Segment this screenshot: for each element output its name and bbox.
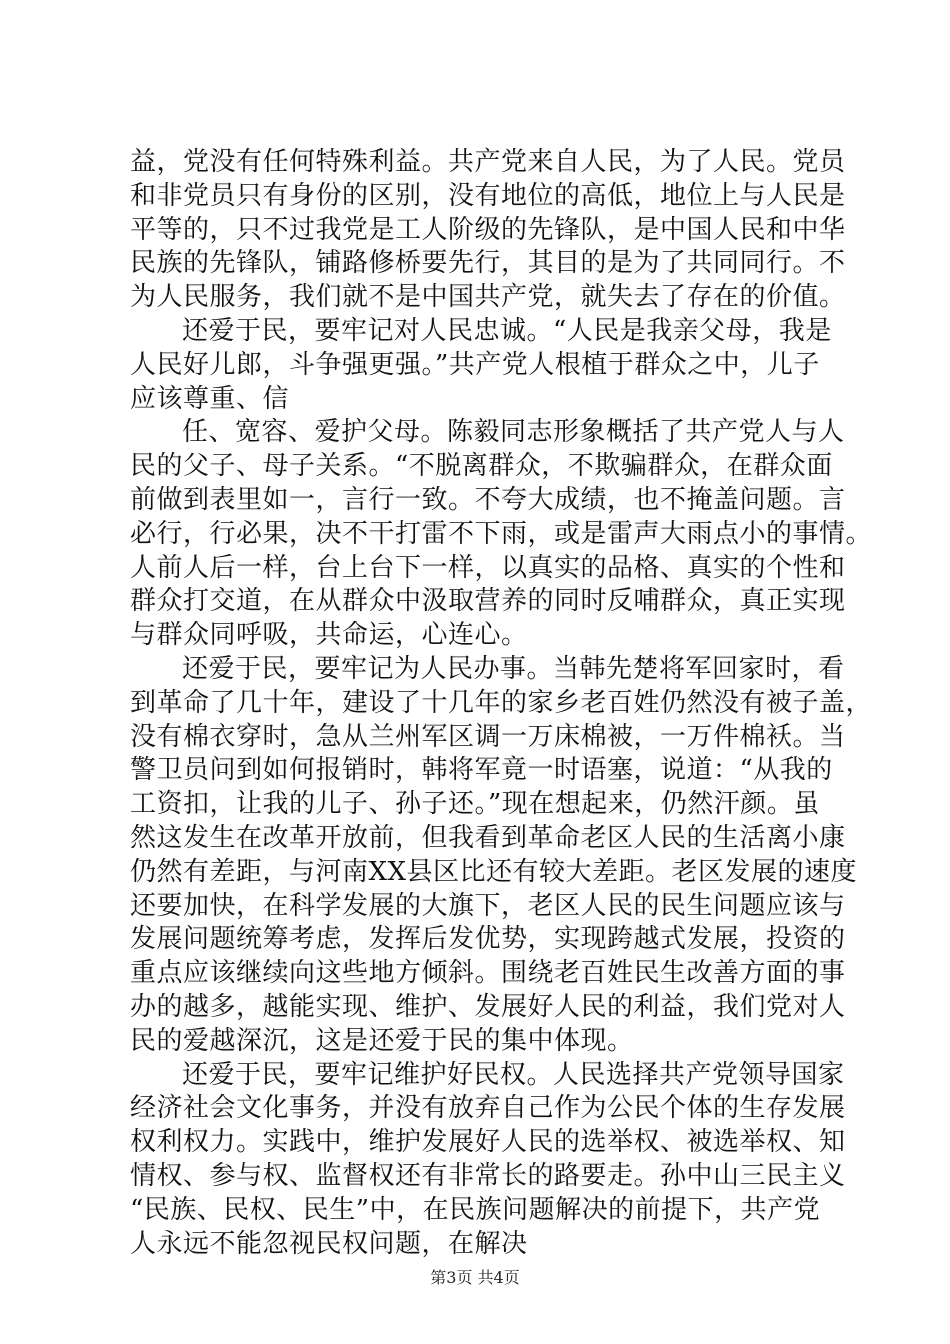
text-line: 和非党员只有身份的区别，没有地位的高低，地位上与人民是: [130, 180, 846, 211]
paragraph-start-line: 还爱于民，要牢记对人民忠诚。“人民是我亲父母，我是: [182, 315, 832, 346]
text-line: 应该尊重、信: [130, 383, 290, 414]
text-line: 必行，行必果，决不干打雷不下雨，或是雷声大雨点小的事情。: [130, 518, 873, 549]
text-line: 民族的先锋队，铺路修桥要先行，其目的是为了共同同行。不: [130, 248, 846, 279]
text-line: 还要加快，在科学发展的大旗下，老区人民的民生问题应该与: [130, 890, 846, 921]
text-line: 办的越多，越能实现、维护、发展好人民的利益，我们党对人: [130, 991, 846, 1022]
text-line: 益，党没有任何特殊利益。共产党来自人民，为了人民。党员: [130, 147, 846, 177]
text-line: 发展问题统筹考虑，发挥后发优势，实现跨越式发展，投资的: [130, 924, 846, 955]
paragraph-start-line: 还爱于民，要牢记为人民办事。当韩先楚将军回家时，看: [182, 653, 845, 684]
text-line: 与群众同呼吸，共命运，心连心。: [130, 620, 528, 651]
page-number-footer: 第3页 共4页: [430, 1268, 520, 1287]
text-line: 权利权力。实践中，维护发展好人民的选举权、被选举权、知: [130, 1127, 846, 1158]
paragraph-start-line: 还爱于民，要牢记维护好民权。人民选择共产党领导国家: [182, 1059, 845, 1090]
paragraph-start-line: 任、宽容、爱护父母。陈毅同志形象概括了共产党人与人: [182, 417, 845, 448]
text-line: 然这发生在改革开放前，但我看到革命老区人民的生活离小康: [130, 822, 846, 853]
body-text: [130, 146, 873, 1261]
text-line: 工资扣，让我的儿子、孙子还。”现在想起来，仍然汗颜。虽: [130, 789, 820, 820]
text-line: 人民好儿郎，斗争强更强。”共产党人根植于群众之中，儿子: [130, 349, 820, 380]
text-line: 经济社会文化事务，并没有放弃自己作为公民个体的生存发展: [130, 1093, 846, 1124]
text-line: 警卫员问到如何报销时，韩将军竟一时语塞，说道：“从我的: [130, 755, 833, 786]
text-line: 群众打交道，在从群众中汲取营养的同时反哺群众，真正实现: [130, 586, 846, 617]
text-line: 为人民服务，我们就不是中国共产党，就失去了存在的价值。: [130, 282, 846, 313]
text-line: 人前人后一样，台上台下一样，以真实的品格、真实的个性和: [130, 552, 846, 583]
text-line: 平等的，只不过我党是工人阶级的先锋队，是中国人民和中华: [130, 214, 846, 245]
text-line: 前做到表里如一，言行一致。不夸大成绩，也不掩盖问题。言: [130, 484, 846, 515]
text-line: 民的父子、母子关系。“不脱离群众，不欺骗群众，在群众面: [130, 451, 833, 482]
text-line: 人永远不能忽视民权问题，在解决: [130, 1228, 528, 1259]
text-line: 没有棉衣穿时，急从兰州军区调一万床棉被，一万件棉袄。当: [130, 721, 846, 752]
text-line: 民的爱越深沉，这是还爱于民的集中体现。: [130, 1025, 634, 1056]
text-line: “民族、民权、民生”中，在民族问题解决的前提下，共产党: [130, 1194, 821, 1225]
text-line: 情权、参与权、监督权还有非常长的路要走。孙中山三民主义: [130, 1160, 846, 1191]
text-line: 重点应该继续向这些地方倾斜。围绕老百姓民生改善方面的事: [130, 958, 846, 989]
text-line: 仍然有差距，与河南XX县区比还有较大差距。老区发展的速度: [130, 856, 858, 887]
text-line: 到革命了几十年，建设了十几年的家乡老百姓仍然没有被子盖，: [130, 687, 873, 718]
